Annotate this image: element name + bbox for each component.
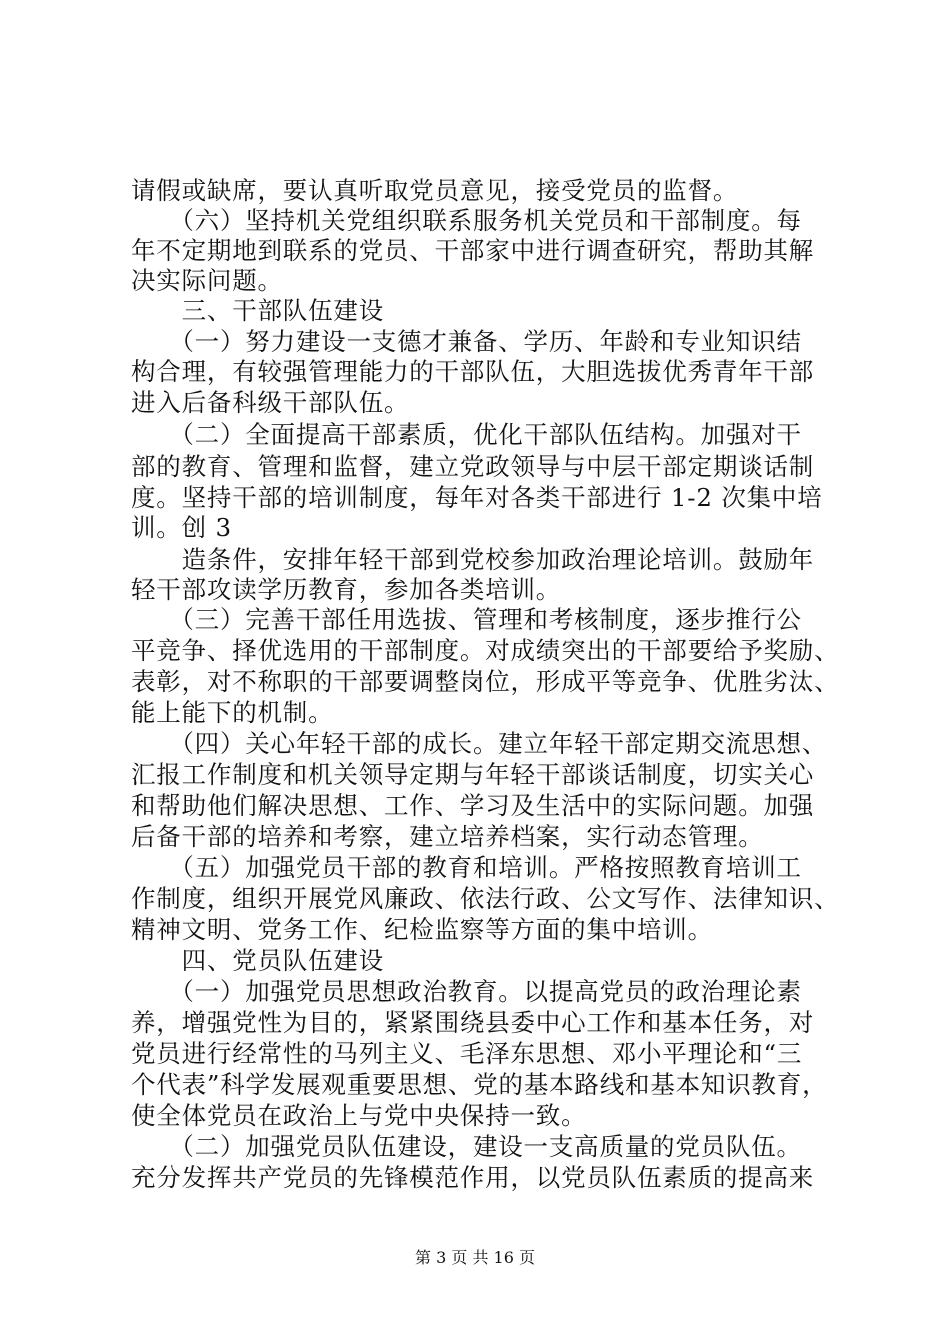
body-text-line: 党员进行经常性的马列主义、毛泽东思想、邓小平理论和“三 xyxy=(131,1039,803,1068)
body-text-line: 构合理，有较强管理能力的干部队伍，大胆选拔优秀青年干部 xyxy=(131,357,815,386)
body-text-line: 平竞争、择优选用的干部制度。对成绩突出的干部要给予奖励、 xyxy=(131,636,840,665)
body-text-line: 和帮助他们解决思想、工作、学习及生活中的实际问题。加强 xyxy=(131,791,815,820)
body-text-line: 作制度，组织开展党风廉政、依法行政、公文写作、法律知识、 xyxy=(131,884,840,913)
body-text-line: （三）完善干部任用选拔、管理和考核制度，逐步推行公 xyxy=(131,605,802,634)
page-number-footer: 第 3 页 共 16 页 xyxy=(415,1248,535,1267)
body-text-line: （六）坚持机关党组织联系服务机关党员和干部制度。每 xyxy=(131,206,802,235)
body-text-line: 后备干部的培养和考察，建立培养档案，实行动态管理。 xyxy=(131,822,764,851)
body-text-line: 进入后备科级干部队伍。 xyxy=(131,388,410,417)
body-text-line: （二）加强党员队伍建设，建设一支高质量的党员队伍。 xyxy=(131,1132,802,1161)
body-text-line: 请假或缺席，要认真听取党员意见，接受党员的监督。 xyxy=(131,176,739,205)
section-heading: 三、干部队伍建设 xyxy=(131,296,384,325)
body-text-line: （四）关心年轻干部的成长。建立年轻干部定期交流思想、 xyxy=(131,729,828,758)
body-text-line: 年不定期地到联系的党员、干部家中进行调查研究，帮助其解 xyxy=(131,236,815,265)
body-text-line: 部的教育、管理和监督，建立党政领导与中层干部定期谈话制 xyxy=(131,452,815,481)
body-text-line: （一）努力建设一支德才兼备、学历、年龄和专业知识结 xyxy=(131,327,802,356)
body-text-line: 养，增强党性为目的，紧紧围绕县委中心工作和基本任务，对 xyxy=(131,1008,815,1037)
body-text-line: 表彰，对不称职的干部要调整岗位，形成平等竞争、优胜劣汰、 xyxy=(131,667,840,696)
body-text-line: 造条件，安排年轻干部到党校参加政治理论培训。鼓励年 xyxy=(131,545,815,574)
section-heading: 四、党员队伍建设 xyxy=(131,946,384,975)
body-text-line: 汇报工作制度和机关领导定期与年轻干部谈话制度，切实关心 xyxy=(131,760,815,789)
body-text-line: 度。坚持干部的培训制度，每年对各类干部进行 1-2 次集中培 xyxy=(131,483,823,512)
body-text-line: （五）加强党员干部的教育和培训。严格按照教育培训工 xyxy=(131,853,802,882)
body-text-line: 充分发挥共产党员的先锋模范作用，以党员队伍素质的提高来 xyxy=(131,1163,815,1192)
body-text-line: （一）加强党员思想政治教育。以提高党员的政治理论素 xyxy=(131,977,802,1006)
body-text-line: 决实际问题。 xyxy=(131,266,283,295)
body-text-line: （二）全面提高干部素质，优化干部队伍结构。加强对干 xyxy=(131,420,802,449)
body-text-line: 使全体党员在政治上与党中央保持一致。 xyxy=(131,1101,587,1130)
body-text-line: 精神文明、党务工作、纪检监察等方面的集中培训。 xyxy=(131,915,713,944)
body-text-line: 个代表”科学发展观重要思想、党的基本路线和基本知识教育， xyxy=(131,1070,828,1099)
body-text-line: 轻干部攻读学历教育，参加各类培训。 xyxy=(131,575,562,604)
body-text-line: 训。创 3 xyxy=(131,513,232,542)
body-text-line: 能上能下的机制。 xyxy=(131,698,334,727)
